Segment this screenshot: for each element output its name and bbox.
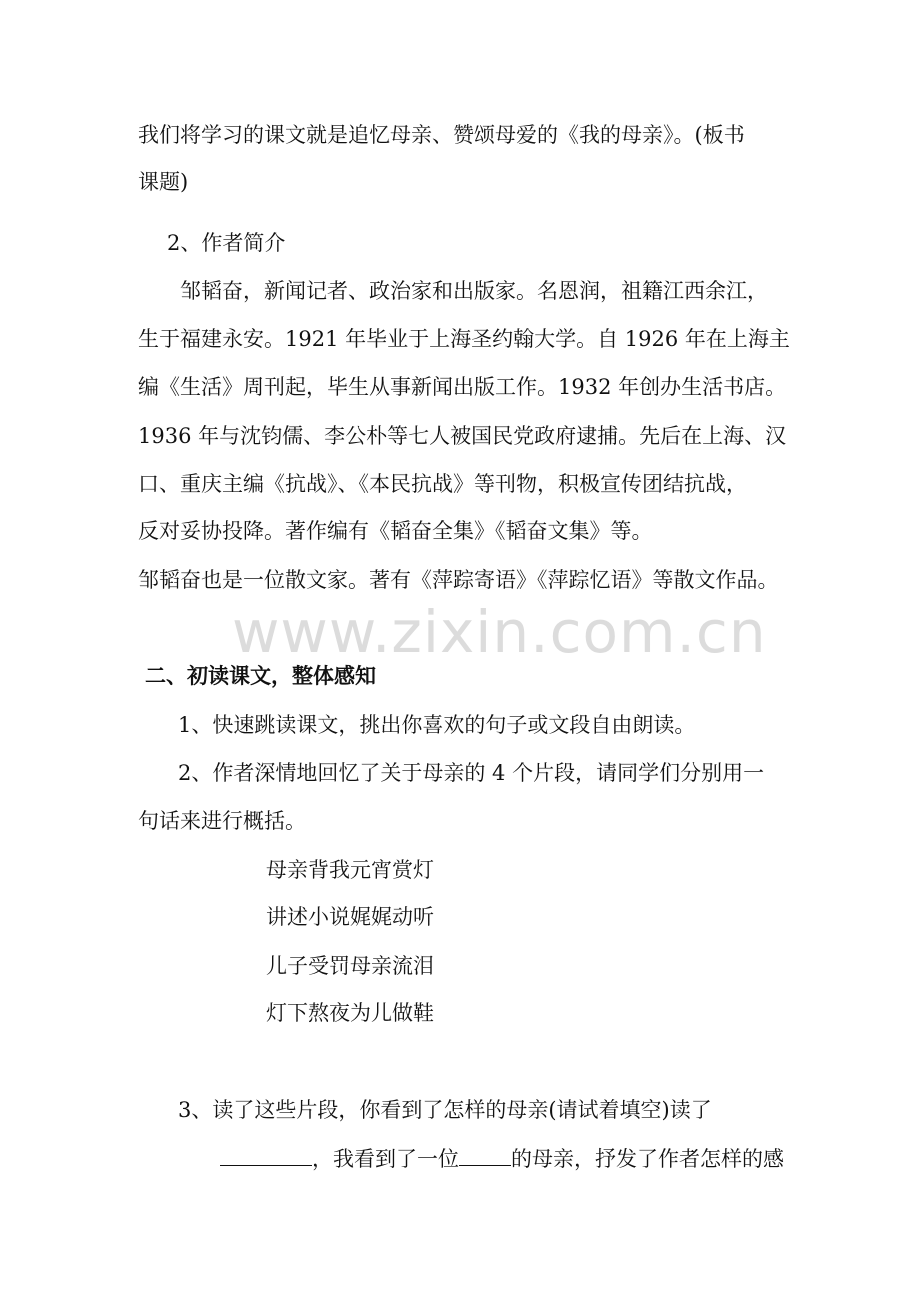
author-paragraph-line: 编《生活》周刊起，毕生从事新闻出版工作。1932 年创办生活书店。 xyxy=(138,375,787,399)
summary-item: 母亲背我元宵赏灯 xyxy=(266,858,434,882)
item-3-text-2: 的母亲，抒发了作者怎样的感 xyxy=(511,1147,784,1171)
intro-line-2: 课题) xyxy=(138,170,189,194)
watermark: www.zixin.com.cn xyxy=(232,598,767,666)
intro-line-1: 我们将学习的课文就是追忆母亲、赞颂母爱的《我的母亲》。(板书 xyxy=(138,123,745,147)
item-3-line-1: 3、读了这些片段，你看到了怎样的母亲(请试着填空)读了 xyxy=(178,1098,712,1122)
author-paragraph-line: 生于福建永安。1921 年毕业于上海圣约翰大学。自 1926 年在上海主 xyxy=(138,327,790,351)
item-2-line-1: 2、作者深情地回忆了关于母亲的 4 个片段，请同学们分别用一 xyxy=(178,761,765,785)
author-paragraph-line: 1936 年与沈钧儒、李公朴等七人被国民党政府逮捕。先后在上海、汉 xyxy=(138,424,787,448)
item-3-text-1: ，我看到了一位 xyxy=(312,1147,459,1171)
fill-blank-1[interactable] xyxy=(220,1143,312,1166)
author-paragraph-line: 反对妥协投降。著作编有《韬奋全集》《韬奋文集》等。 xyxy=(138,519,653,543)
summary-item: 讲述小说娓娓动听 xyxy=(266,905,434,929)
author-paragraph-line: 口、重庆主编《抗战》、《本民抗战》等刊物，积极宣传团结抗战， xyxy=(138,472,747,496)
section-heading: 二、初读课文，整体感知 xyxy=(145,664,376,688)
item-3-line-2 xyxy=(220,1143,784,1174)
author-paragraph-line: 邹韬奋，新闻记者、政治家和出版家。名恩润，祖籍江西余江， xyxy=(180,279,768,303)
fill-blank-2[interactable] xyxy=(459,1143,511,1166)
summary-item: 灯下熬夜为儿做鞋 xyxy=(266,1001,434,1025)
item-1: 1、快速跳读课文，挑出你喜欢的句子或文段自由朗读。 xyxy=(178,713,696,737)
item-2-line-2: 句话来进行概括。 xyxy=(138,809,306,833)
author-paragraph-line: 邹韬奋也是一位散文家。著有《萍踪寄语》《萍踪忆语》等散文作品。 xyxy=(138,568,779,592)
author-heading: 2、作者简介 xyxy=(167,231,286,255)
summary-item: 儿子受罚母亲流泪 xyxy=(266,954,434,978)
